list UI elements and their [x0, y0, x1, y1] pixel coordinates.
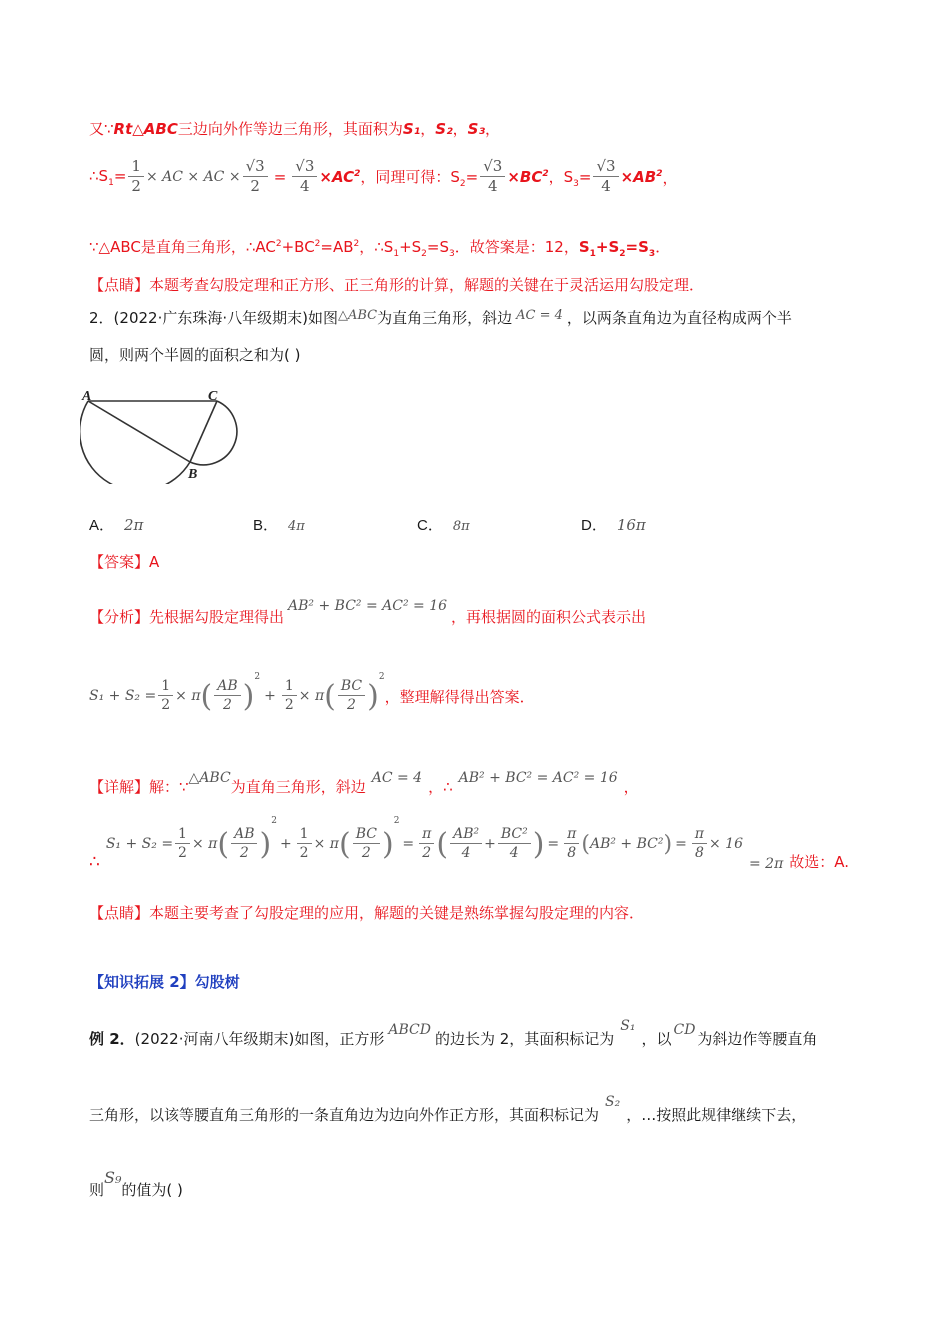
detail-line: 【详解】解：∵△ABC为直角三角形，斜边 AC = 4 ，∴ AB² + BC² = AC² = 16 ，: [89, 770, 639, 796]
expr-ac: × AC × AC ×: [145, 169, 241, 185]
times-ab2: $\times AB^2$: [620, 168, 663, 186]
frac-sqrt3-4-a: $\frac{√3}{4}$: [292, 159, 317, 195]
line1-s1: S₁: [402, 120, 421, 138]
line2-therefore: $\therefore S_1=$: [89, 166, 127, 188]
times-ac2: $\times AC^2$: [319, 168, 361, 186]
option-c[interactable]: C． 8π: [417, 517, 470, 534]
times-bc2: $\times BC^2$: [507, 168, 549, 186]
line2-eq2: =: [273, 168, 287, 186]
label-a: A: [82, 389, 92, 404]
line2-end: ，: [662, 168, 678, 187]
semicircle-ab: [80, 401, 190, 484]
line1-rt: Rt△ABC: [113, 120, 178, 138]
line1-comma2: ，: [452, 120, 468, 138]
example-line2: 三角形，以该等腰直角三角形的一条直角边为边向外作正方形，其面积标记为S₂，…按照此规律继续下去，: [89, 1094, 807, 1124]
derivation: ∴ S₁ + S₂ = $\frac{1}{2}$ × π ( $\frac{AB}{2}$ ) 2 + $\frac{1}{2}$ × π ( $\frac{BC}{2}$ ) 2 = $\frac{\pi}{2}$ ( $\frac{\text{AB²}}{4}$ + $\frac{\text{BC²}}{4}$ ) = $\frac{\pi}{8}$ ( AB² + BC² ) = $\frac{\pi}{8}$ × 16 = 2π 故选：A.: [89, 816, 850, 872]
analysis-line1: 【分析】先根据勾股定理得出AB² + BC² = AC² = 16，再根据圆的面积公式表示出: [89, 598, 647, 626]
line1-comma1: ，: [420, 120, 436, 138]
frac-sqrt3-4-b: $\frac{√3}{4}$: [480, 159, 505, 195]
dianjing-2: 【点睛】本题主要考查了勾股定理的应用，解题的关键是熟练掌握勾股定理的内容．: [89, 904, 645, 922]
frac-sqrt3-2: $\frac{√3}{2}$: [243, 159, 268, 195]
line1-s3: S₃: [467, 120, 486, 138]
analysis-formula: S₁ + S₂ = $\frac{1}{2}$ × π ( $\frac{AB}{2}$ ) $^2$ + $\frac{1}{2}$ × π ( $\frac{BC}{2}$ ) $^2$ ，整理解得得出答案．: [89, 672, 535, 714]
line1-prefix: 又∵: [89, 120, 114, 138]
option-a[interactable]: A． 2π: [89, 516, 144, 534]
line-2: [89, 152, 677, 202]
line-3: ∵△ABC是直角三角形，$\therefore AC^2+BC^2=AB^2$，$\therefore S_1+S_2=S_3$．故答案是：12，$S_1+S_2=S_3$．: [89, 238, 671, 259]
answer: 【答案】A: [89, 553, 160, 571]
frac-sqrt3-4-c: $\frac{√3}{4}$: [593, 159, 618, 195]
section-header: 【知识拓展 2】勾股树: [89, 973, 240, 991]
semicircle-figure: [80, 384, 240, 484]
example-line3: 则S₉的值为( ): [89, 1168, 183, 1199]
question-2: 2．(2022·广东珠海·八年级期末)如图△ABC为直角三角形，斜边 AC = 4 ，以两条直角边为直径构成两个半: [89, 308, 792, 327]
label-b: B: [188, 467, 198, 482]
option-b[interactable]: B． 4π: [253, 517, 305, 534]
frac-half: $\frac{1}{2}$: [128, 159, 144, 195]
same-text: ，同理可得：$S_2=$: [360, 167, 479, 189]
line1-s2: S₂: [435, 120, 453, 138]
example-line1: 例 2．(2022·河南八年级期末)如图，正方形 ABCD 的边长为 2，其面积标记为S₁，以 CD 为斜边作等腰直角: [89, 1018, 818, 1048]
side-cb: [190, 401, 217, 462]
side-ab: [88, 401, 190, 462]
line1-rest: 三边向外作等边三角形，其面积为: [177, 120, 403, 138]
option-d[interactable]: D． 16π: [581, 516, 646, 534]
dianjing-1: 【点睛】本题考查勾股定理和正方形、正三角形的计算，解题的关键在于灵活运用勾股定理．: [89, 276, 705, 294]
label-c: C: [208, 389, 218, 404]
line1-end: ，: [485, 120, 501, 138]
question-2-line2: 圆，则两个半圆的面积之和为( ): [89, 346, 301, 364]
line-1: [89, 118, 500, 139]
comma-s3: ，$S_3=$: [548, 167, 592, 189]
